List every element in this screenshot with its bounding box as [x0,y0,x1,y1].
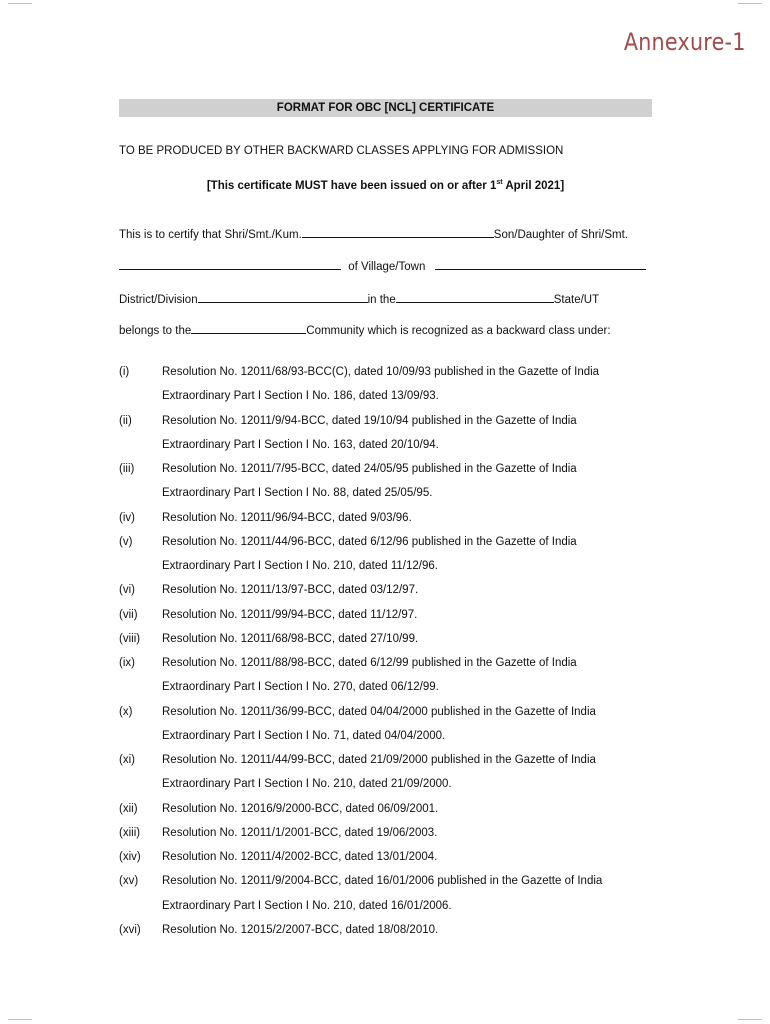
resolution-number: (xi) [119,754,135,766]
crop-mark [8,1019,32,1020]
resolution-text: Resolution No. 12011/68/98-BCC, dated 27/10/99. [162,632,419,645]
state-label: State/UT [553,294,600,306]
resolution-text-continued: Extraordinary Part I Section I No. 270, dated 06/12/99. [162,681,439,694]
resolution-text: Resolution No. 12011/1/2001-BCC, dated 19/06/2003. [162,826,438,839]
resolution-text: Resolution No. 12011/68/93-BCC(C), dated 10/09/93 published in the Gazette of India [162,366,600,378]
resolution-text: Resolution No. 12011/9/2004-BCC, dated 16/01/2006 published in the Gazette of India [162,875,603,888]
resolution-text-continued: Extraordinary Part I Section I No. 186, dated 13/09/93. [162,390,439,403]
district-field[interactable] [198,291,368,303]
resolution-text: Resolution No. 12011/9/94-BCC, dated 19/10/94 published in the Gazette of India [162,414,577,427]
notice-text-end: April 2021] [502,179,565,192]
parent-name-field[interactable] [119,258,341,270]
resolution-text: Resolution No. 12011/13/97-BCC, dated 03/12/97. [162,584,419,597]
annexure-label: Annexure-1 [624,28,746,56]
state-field[interactable] [396,291,554,303]
resolution-text-continued: Extraordinary Part I Section I No. 71, dated 04/04/2000. [162,729,446,742]
resolution-text: Resolution No. 12011/96/94-BCC, dated 9/03/96. [162,511,412,524]
resolution-text: Resolution No. 12011/44/96-BCC, dated 6/12/96 published in the Gazette of India [162,535,577,548]
resolution-number: (vii) [119,608,138,621]
resolution-text: Resolution No. 12011/4/2002-BCC, dated 13/01/2004. [162,851,438,863]
issue-date-notice [119,179,652,192]
resolution-number: (xii) [119,802,138,815]
village-field[interactable] [435,258,646,270]
resolution-number: (v) [119,535,133,548]
resolution-text-continued: Extraordinary Part I Section I No. 210, dated 11/12/96. [162,560,438,572]
belongs-label: belongs to the [119,325,192,337]
resolution-text: Resolution No. 12015/2/2007-BCC, dated 18/08/2010. [162,923,439,936]
name-field[interactable] [302,226,494,238]
resolution-text-continued: Extraordinary Part I Section I No. 210, dated 21/09/2000. [162,778,452,791]
crop-mark [738,1019,762,1020]
resolution-number: (xvi) [119,923,141,936]
resolution-number: (viii) [119,632,141,645]
parent-label: Son/Daughter of Shri/Smt. [493,229,629,241]
form-line-3 [119,291,599,306]
resolution-number: (xv) [119,875,139,888]
resolution-text: Resolution No. 12011/99/94-BCC, dated 11/12/97. [162,608,418,621]
notice-sup: st [496,179,503,186]
notice-text: [This certificate MUST have been issued on or after 1 [206,179,497,192]
certify-text: This is to certify that Shri/Smt./Kum. [119,229,302,241]
crop-mark [8,3,32,4]
resolution-text: Resolution No. 12011/88/98-BCC, dated 6/12/99 published in the Gazette of India [162,657,577,669]
resolution-text: Resolution No. 12011/7/95-BCC, dated 24/05/95 published in the Gazette of India [162,463,577,475]
resolution-text: Resolution No. 12011/44/99-BCC, dated 21/09/2000 published in the Gazette of India [162,754,596,766]
form-line-4 [119,322,611,337]
community-text: Community which is recognized as a backward class under: [306,325,611,337]
form-line-2 [119,258,646,273]
document-title: FORMAT FOR OBC [NCL] CERTIFICATE [119,99,652,117]
resolution-text-continued: Extraordinary Part I Section I No. 88, dated 25/05/95. [162,487,433,500]
district-label: District/Division [119,294,198,306]
resolution-number: (iii) [119,463,135,475]
resolution-text: Resolution No. 12016/9/2000-BCC, dated 06/09/2001. [162,802,439,815]
resolution-number: (xiii) [119,826,141,839]
community-field[interactable] [191,322,306,334]
in-the-label: in the [367,294,396,306]
resolution-number: (ii) [119,414,132,427]
resolution-text: Resolution No. 12011/36/99-BCC, dated 04/04/2000 published in the Gazette of India [162,705,596,718]
resolution-text-continued: Extraordinary Part I Section I No. 210, dated 16/01/2006. [162,899,452,912]
subtitle: TO BE PRODUCED BY OTHER BACKWARD CLASSES APPLYING FOR ADMISSION [119,145,564,157]
resolution-number: (xiv) [119,851,141,863]
form-line-1 [119,226,628,241]
resolution-number: (x) [119,705,133,718]
resolution-number: (ix) [119,657,135,669]
resolution-number: (i) [119,366,130,378]
village-label: of Village/Town [348,261,426,273]
crop-mark [738,3,762,4]
resolution-number: (vi) [119,584,135,597]
resolution-number: (iv) [119,511,135,524]
resolution-text-continued: Extraordinary Part I Section I No. 163, dated 20/10/94. [162,438,439,451]
